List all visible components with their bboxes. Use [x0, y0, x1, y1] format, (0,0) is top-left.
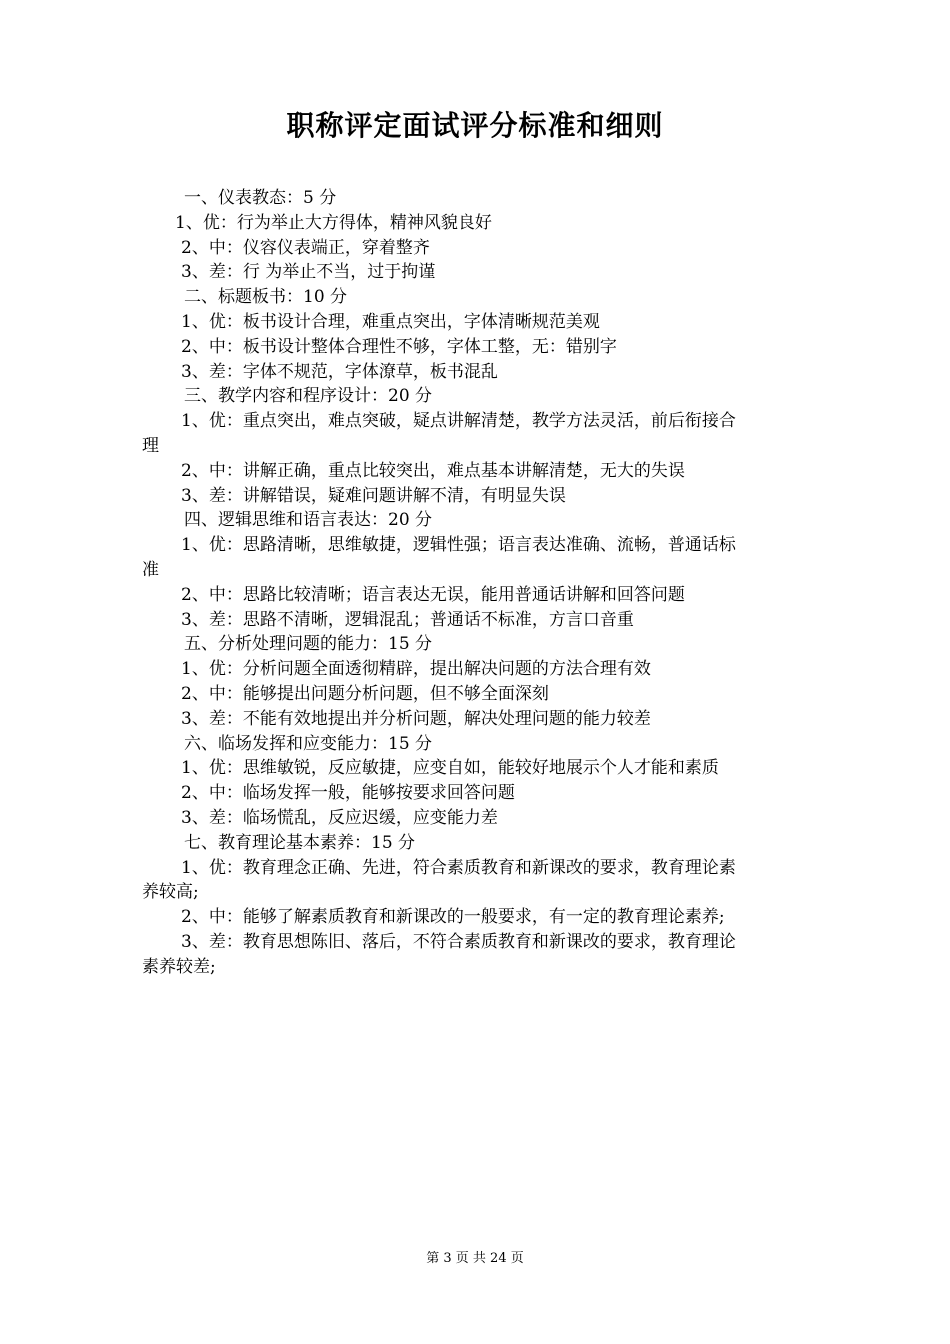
list-item: 3、差：字体不规范，字体潦草，板书混乱 — [181, 361, 498, 382]
list-item: 2、中：板书设计整体合理性不够，字体工整，无：错别字 — [181, 336, 617, 357]
list-item: 1、优：分析问题全面透彻精辟，提出解决问题的方法合理有效 — [181, 659, 651, 680]
section-heading: 三、教学内容和程序设计：20 分 — [184, 386, 433, 407]
list-item: 3、差：临场慌乱，反应迟缓，应变能力差 — [181, 807, 498, 828]
list-item: 3、差：不能有效地提出并分析问题，解决处理问题的能力较差 — [181, 708, 651, 729]
list-item: 1、优：教育理念正确、先进，符合素质教育和新课改的要求，教育理论素 — [181, 857, 736, 878]
list-item-continuation: 理 — [142, 435, 159, 456]
document-body — [142, 186, 812, 980]
list-item: 1、优：重点突出，难点突破，疑点讲解清楚，教学方法灵活，前后衔接合 — [181, 411, 736, 432]
section-heading: 四、逻辑思维和语言表达：20 分 — [184, 510, 433, 531]
list-item: 1、优：思维敏锐，反应敏捷，应变自如，能较好地展示个人才能和素质 — [181, 758, 719, 779]
section-heading: 一、仪表教态：5 分 — [184, 188, 337, 208]
list-item-continuation: 准 — [142, 559, 159, 580]
list-item: 3、差：思路不清晰，逻辑混乱；普通话不标准，方言口音重 — [181, 609, 634, 630]
list-item: 1、优：行为举止大方得体，精神风貌良好 — [175, 212, 492, 233]
list-item: 1、优：板书设计合理，难重点突出，字体清晰规范美观 — [181, 311, 600, 332]
list-item: 2、中：仪容仪表端正，穿着整齐 — [181, 237, 430, 258]
section-heading: 五、分析处理问题的能力：15 分 — [184, 634, 433, 655]
list-item: 2、中：能够了解素质教育和新课改的一般要求，有一定的教育理论素养; — [181, 907, 725, 928]
list-item: 1、优：思路清晰，思维敏捷，逻辑性强；语言表达准确、流畅，普通话标 — [181, 535, 736, 556]
list-item: 3、差：教育思想陈旧、落后，不符合素质教育和新课改的要求，教育理论 — [181, 931, 736, 952]
list-item-continuation: 素养较差; — [142, 956, 216, 977]
list-item: 2、中：思路比较清晰；语言表达无误，能用普通话讲解和回答问题 — [181, 584, 685, 605]
section-heading: 二、标题板书：10 分 — [184, 287, 348, 308]
list-item-continuation: 养较高; — [142, 882, 199, 903]
list-item: 3、差：讲解错误，疑难问题讲解不清，有明显失误 — [181, 485, 566, 506]
list-item: 2、中：讲解正确，重点比较突出，难点基本讲解清楚，无大的失误 — [181, 460, 685, 481]
list-item: 3、差：行 为举止不当，过于拘谨 — [181, 262, 436, 283]
list-item: 2、中：临场发挥一般，能够按要求回答问题 — [181, 783, 515, 804]
list-item: 2、中：能够提出问题分析问题，但不够全面深刻 — [181, 683, 549, 704]
section-heading: 七、教育理论基本素养：15 分 — [184, 832, 416, 853]
document-title: 职称评定面试评分标准和细则 — [286, 109, 664, 142]
page-footer: 第 3 页 共 24 页 — [426, 1251, 524, 1266]
section-heading: 六、临场发挥和应变能力：15 分 — [184, 733, 433, 754]
